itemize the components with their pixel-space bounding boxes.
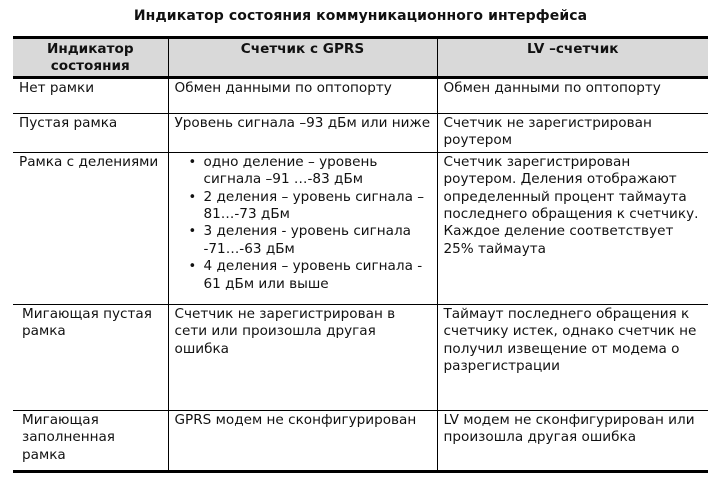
gprs-cell: Счетчик не зарегистрирован в сети или произошла другая ошибка [168, 304, 437, 410]
list-item: • 3 деления - уровень сигнала -71…-63 дБм [188, 223, 412, 257]
bullet-icon: • [188, 224, 197, 240]
gprs-cell [168, 152, 437, 304]
table-row [13, 77, 708, 113]
indicator-cell: Рамка с делениями [13, 152, 168, 304]
gprs-cell: GPRS модем не сконфигурирован [168, 410, 437, 471]
document-title: Индикатор состояния коммуникационного интерфейса [133, 8, 588, 24]
list-item: • одно деление – уровень сигнала –91 …-83 дБм [188, 153, 378, 188]
lv-cell: Обмен данными по оптопорту [437, 77, 708, 113]
bullet-icon: • [188, 189, 197, 205]
gprs-cell: Обмен данными по оптопорту [168, 77, 437, 113]
table-row [13, 113, 708, 152]
lv-cell: Счетчик зарегистрирован роутером. Деления отображают определенный процент таймаута последнего обращения к счетчику. Каждое деление соответствует 25% таймаута [437, 152, 708, 304]
indicator-cell: Мигающая заполненная рамка [13, 410, 168, 471]
lv-cell: Счетчик не зарегистрирован роутером [437, 113, 708, 152]
list-item: • 2 деления – уровень сигнала –81…-73 дБм [188, 188, 425, 223]
table-row [13, 152, 708, 304]
table-header-row [13, 38, 708, 78]
status-indicator-table [13, 36, 708, 473]
lv-cell: LV модем не сконфигурирован или произошла другая ошибка [437, 410, 708, 471]
indicator-cell: Нет рамки [13, 77, 168, 113]
lv-cell: Таймаут последнего обращения к счетчику истек, однако счетчик не получил извещение от модема о разрегистрации [437, 304, 708, 410]
header-lv-meter: LV –счетчик [437, 38, 708, 78]
header-gprs-meter: Счетчик с GPRS [168, 38, 437, 78]
indicator-cell: Пустая рамка [13, 113, 168, 152]
bullet-icon: • [188, 259, 197, 275]
table-row [13, 304, 708, 410]
bullet-icon: • [188, 154, 197, 170]
table-row [13, 410, 708, 471]
indicator-cell: Мигающая пустая рамка [13, 304, 168, 410]
header-indicator: Индикатор состояния [13, 38, 168, 78]
signal-level-list [175, 154, 431, 293]
list-item: • 4 деления – уровень сигнала - 61 дБм или выше [188, 258, 423, 292]
gprs-cell: Уровень сигнала –93 дБм или ниже [168, 113, 437, 152]
